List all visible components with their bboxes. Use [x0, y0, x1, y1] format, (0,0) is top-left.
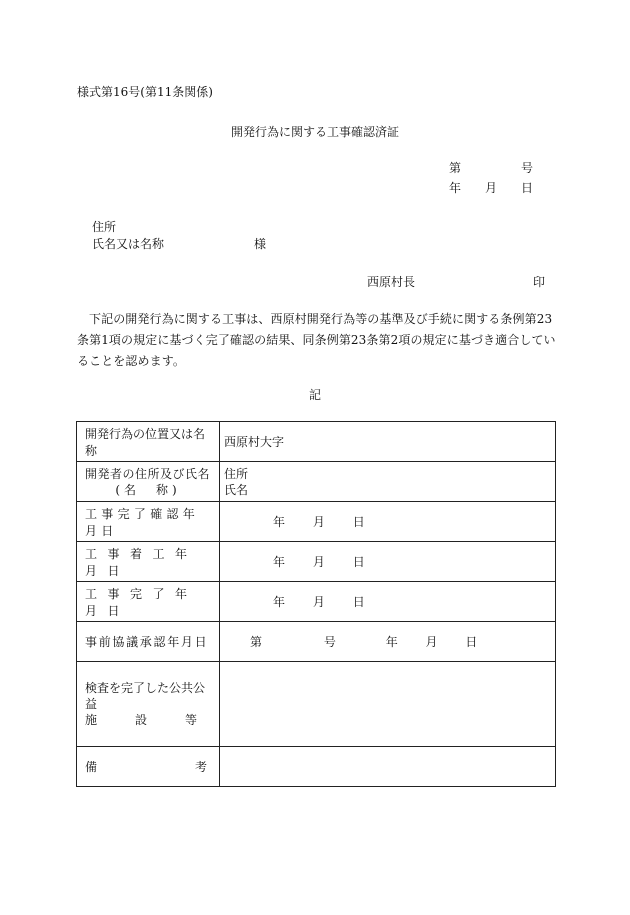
- developer-label-line1: 開発者の住所及び氏名: [85, 466, 211, 481]
- completion-label: 工事完了年月日: [85, 586, 198, 618]
- developer-address-label: 住所: [224, 466, 249, 481]
- table-row-public-facility: [77, 662, 556, 747]
- day-unit: 日: [352, 595, 365, 609]
- number-suffix: 号: [520, 161, 533, 175]
- document-title: 開発行為に関する工事確認済証: [230, 125, 399, 139]
- month-unit: 月: [312, 595, 325, 609]
- developer-label-cell: [77, 462, 220, 502]
- table-row-prior-consult: [77, 622, 556, 662]
- completion-label-cell: [77, 582, 220, 622]
- seal-mark: 印: [533, 275, 546, 289]
- recipient-address-label: 住所: [92, 220, 117, 234]
- public-facility-label-line1: 検査を完了した公共公益: [85, 681, 206, 711]
- completion-confirm-label: 工事完了確認年月日: [85, 506, 200, 538]
- day-unit: 日: [352, 555, 365, 569]
- developer-label-line2: (名 称): [115, 482, 181, 497]
- date-day: 日: [520, 181, 533, 195]
- table-row-start: [77, 542, 556, 582]
- start-date-cell: [220, 542, 556, 582]
- year-unit: 年: [273, 555, 286, 569]
- start-label-cell: [77, 542, 220, 582]
- details-table: [76, 421, 556, 787]
- location-value: 西原村大字: [224, 435, 285, 449]
- year-unit: 年: [273, 595, 286, 609]
- recipient-honorific: 様: [254, 237, 267, 251]
- prior-consult-label: 事前協議承認年月日: [85, 635, 209, 649]
- table-row-remarks: [77, 747, 556, 787]
- completion-date-cell: [220, 582, 556, 622]
- table-row-location: [77, 422, 556, 462]
- year-unit: 年: [273, 515, 286, 529]
- month-unit: 月: [425, 635, 438, 649]
- completion-confirm-label-cell: [77, 502, 220, 542]
- date-month: 月: [484, 181, 497, 195]
- month-unit: 月: [312, 515, 325, 529]
- document-number-line: [449, 160, 533, 176]
- location-label-cell: [77, 422, 220, 462]
- year-unit: 年: [385, 635, 398, 649]
- form-number-label: 様式第16号(第11条関係): [77, 85, 213, 99]
- body-paragraph: 下記の開発行為に関する工事は、西原村開発行為等の基準及び手続に関する条例第23条第1項の規定に基づく完了確認の結果、同条例第23条第2項の規定に基づき適合していることを認めます。: [77, 312, 556, 368]
- developer-value-cell: [220, 462, 556, 502]
- date-year: 年: [449, 181, 462, 195]
- document-date-line: [449, 180, 533, 196]
- public-facility-label-line2-text: 施設等: [85, 713, 236, 727]
- day-unit: 日: [352, 515, 365, 529]
- start-label: 工事着工年月日: [85, 546, 198, 578]
- location-value-cell: [220, 422, 556, 462]
- table-row-developer: [77, 462, 556, 502]
- location-label: 開発行為の位置又は名称: [85, 426, 206, 458]
- remarks-label-cell: [77, 747, 306, 787]
- completion-confirm-date-cell: [220, 502, 556, 542]
- day-unit: 日: [465, 635, 478, 649]
- prior-consult-value-cell: [220, 622, 556, 662]
- public-facility-label-cell: [77, 662, 236, 747]
- ki-heading: 記: [308, 388, 321, 402]
- prior-consult-label-cell: [77, 622, 220, 662]
- month-unit: 月: [312, 555, 325, 569]
- remarks-label: 備考: [85, 760, 306, 774]
- number-suffix: 号: [323, 635, 336, 649]
- developer-name-label: 氏名: [224, 482, 249, 497]
- table-row-completion: [77, 582, 556, 622]
- number-prefix: 第: [250, 635, 263, 649]
- public-facility-value-cell: [220, 662, 556, 747]
- public-facility-label-line2: [85, 712, 236, 728]
- number-prefix: 第: [449, 161, 462, 175]
- table-row-completion-confirm: [77, 502, 556, 542]
- recipient-name-label: 氏名又は名称: [92, 237, 165, 251]
- issuer-name: 西原村長: [367, 275, 416, 289]
